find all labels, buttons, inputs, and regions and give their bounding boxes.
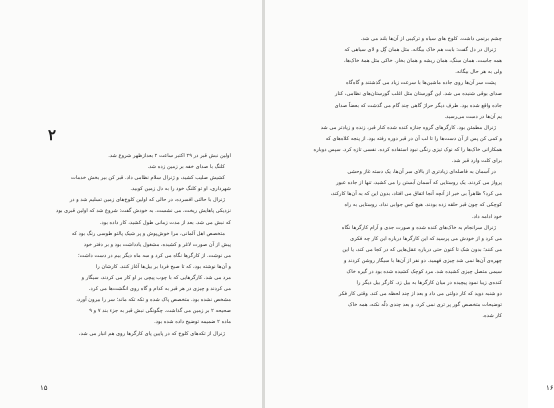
text-line: همکارانی خاک‌ها را که نوک تیزی رنگی نبود استفاده کرده. نفسی تازه کرد. سپس دوباره [313,146,502,153]
text-line: کوچکی که چون قبر حلقه زده بودند. هیچ کس جوابی نداد. روستایی به راه [344,202,502,209]
left-page-text [24,151,231,340]
text-line: ژنرال از تکه‌های کلوخ که در پایین پای کارگرها روی هم انبار می شد، [78,330,225,337]
text-line: می کرد و از خودش می پرسید که این کارگرها درباره این کار چه فکری [350,235,502,242]
text-line: اولین نبش قبر در ۲۹ اکتبر ساعت ۲ بعدازظهر شروع شد. [108,153,231,159]
text-line: کلنگ با صدای خفه بر زمین زده شد. [147,164,225,171]
text-line: شهرداری، او تو کلنگ خود را به دل زمین کوبید. [130,186,231,193]
text-line: ژنرال با حالتی افسرده، در حالی که اولین کلوخ‌های زمین تسلیم شد و در [69,197,225,204]
text-line: نزدیکی پاهایش ریخت، می نشست. به خودش گفت: شروع شد که اولین قبری بود [56,208,231,215]
text-line: کشیش صلیب کشید، و ژنرال سلام نظامی داد. قبر کن بیر بخش خدمات [71,175,225,182]
text-line: برای کلت وارد قبر شد. [451,158,502,165]
chapter-number: ۲ [47,126,57,144]
text-line: صدای بوقی شنیده می شد. این گورستان مثل اغلب گورستان‌های نظامی، کنار [335,91,502,98]
text-line: ژنرال در دل گفت: بابت هم خاک بیگانه. مثل همان گِل و لای سیاهی که [344,47,496,54]
text-line: سیمی متصل چیزی کشیده شد. مرد کوچک کشیده شده بود در گیره خاک [346,268,502,275]
page-number: ۱۵ [40,384,48,392]
right-page [265,0,554,408]
text-line: ولی به هر حال بیگانه. [455,69,502,76]
text-line: صحیحه ۲ بر زمین می گذاشت. چگونگی نبش قبر به جزء بند ۷ و ۹ [89,308,231,315]
page-number: ۱۶ [546,384,554,392]
text-line: در آسمان به فاصله‌ای زیادتری از بالای سر آن‌ها، یک دسته غاز وحشی [347,169,496,176]
text-line: جاده واقع شده بود. طرف دیگر حراژ گاهی چند گام می گذشت که بعضاً صدای [334,102,502,109]
text-line: می کنند؛ بدون شک تا کنون حتی درباره عقل‌هایی که در کجا می کند، یا این [342,246,502,253]
text-line: می کردند و چیزی در هر قبر به کدام و گاه روی انگشت‌ها می کرد. [88,286,231,293]
text-line: می نوشت. از کارگرها نگاه می کرد و سه ماه دیگر بیم در دست داشت؛ [78,252,231,259]
text-line: خود ادامه داد. [472,213,502,220]
text-line: همه جاست. همان سنگ، همان ریشه و همان بخار. خاکی مثل همهٔ خاک‌ها، [344,58,502,65]
right-page-text [291,34,502,322]
text-line: و کمی کن پس از آن دست‌ها را تا لب آن در قبر دوره رفته بود. از پنجه کلاه‌های که [325,135,502,142]
text-line: چهره‌ی آن‌ها نمی شد چیزی فهمید. دو نفر از آن‌ها با سیگار روشن کردند و [344,257,502,264]
text-line: یم آن‌ها در دست می‌رسید. [444,113,502,120]
text-line: توضیحات متخصص گور پر تری نمی کرد، و بعد چندی ذلّه نکنه، همه خاک [348,302,502,309]
text-line: ماده ۲ ضمیمه توضیح داده شده بود. [154,319,231,326]
text-line: کار شده. [482,313,502,320]
text-line: متخصص اهل آلمانی، مرا خوش‌پوش و پر شیک پالتو طوسی رنگ بود که [71,230,225,237]
text-line: ژنرال مطمئن بود. کارگرهای گروه جنازه کنده شده کنار قبر، زنده و زیادتر می شد [320,124,496,131]
text-line: که نبش می شد. بعد از مدت زمانی طول کشید، کار داده بود. [99,219,231,226]
text-line: ژنرال سرانجام به خاک‌های کنده شده و صورت جدی و آرام کارگرها نگاه [341,224,496,231]
text-line: پشت سر آن‌ها روی جاده ماشین‌ها با سرعت زیاد می گذشتند و گاه‌گاه [346,80,496,87]
text-line: مرد می شد. کارگرهایی که با چوب پیچی بر او کار می کردند، سیگار و [81,275,231,282]
text-line: می کرد؟ ظاهراً بی خبر از آنچه آنجا اتفاق می افتاد، بدون این که به آن‌ها کارکند، [330,191,502,198]
text-line: کنده‌ی زیبا نمود پیچیده در میان کارگرها به بیل زد. کارگر بیل دیگر را [356,280,502,287]
left-page [0,0,262,408]
text-line: و آن‌ها نوشته بود، که تا صبح فردا بر بیل‌ها آغاز کنند. کارشان را [95,263,231,270]
text-line: مشخص نشده بود. متخصص پاک شده و تکه تکه ماند؛ سر را بیرون آورد، [76,297,231,304]
text-line: چشم برنمی داشت. کلوخ های سیاه و ترکیبی از آن‌ها بلند می شد. [360,36,502,42]
text-line: دو شنبه دوید که کار دولتی می داد و بعد از چند لحظه می کند. وقتی کار فکر [338,291,502,298]
text-line: پرواز می کردند. یک روستایی که آسمان آبستن را می کشید، تنها از جاده عبور [336,180,502,187]
text-line: پیش از آن صورت لاغر و کشیده، مشغول یادداشت بود و بر دفتر خود [83,241,231,248]
